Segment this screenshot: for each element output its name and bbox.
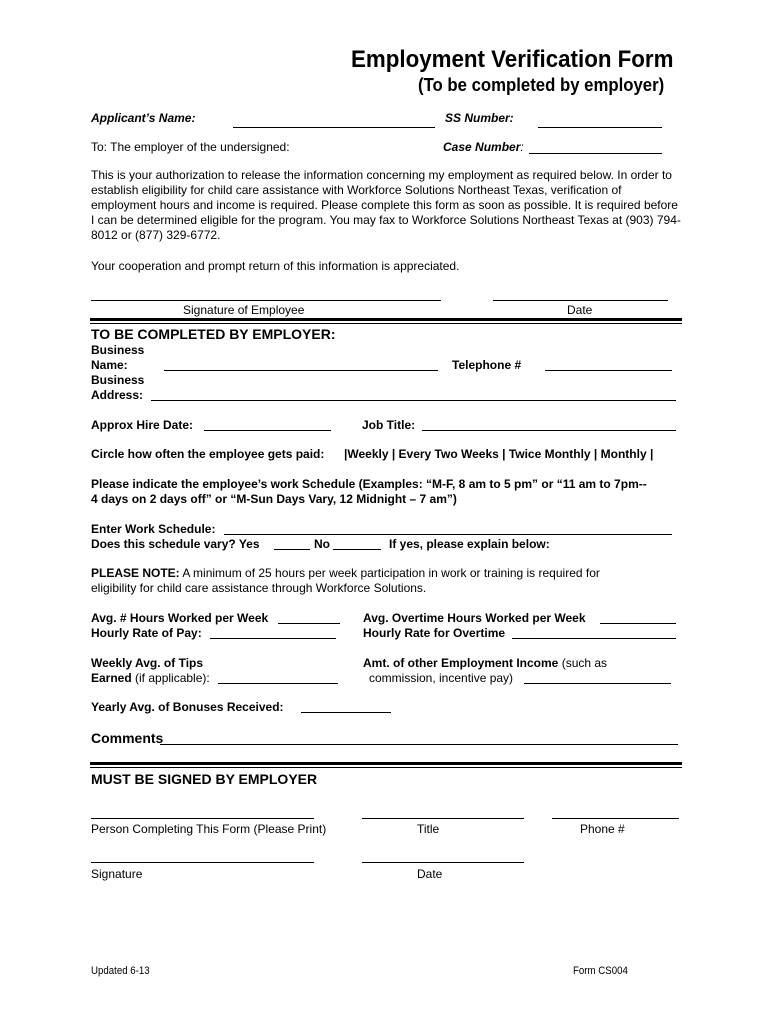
section-divider-bottom-thin bbox=[90, 767, 682, 768]
to-employer-text: To: The employer of the undersigned: bbox=[91, 140, 290, 154]
comments-field[interactable] bbox=[160, 744, 678, 745]
please-note-line2: eligibility for child care assistance through Workforce Solutions. bbox=[91, 581, 427, 595]
employer-section-heading: TO BE COMPLETED BY EMPLOYER: bbox=[91, 326, 336, 342]
hourly-rate-field[interactable] bbox=[210, 638, 336, 639]
employer-date-label: Date bbox=[417, 867, 443, 881]
please-note-line1 bbox=[91, 566, 600, 581]
cooperation-paragraph: Your cooperation and prompt return of this information is appreciated. bbox=[91, 259, 460, 273]
employee-signature-label: Signature of Employee bbox=[183, 303, 305, 317]
authorization-paragraph: This is your authorization to release the information concerning my employment as required below. In order to establish eligibility for child care assistance with Workforce Solutions Northeast Texas, verification of employment hours and income is required. Please complete this form as soon as possible. It is required before I can be determined eligible for the program. You may fax to Workforce Solutions Northeast Texas at (903) 794-8012 or (877) 329-6772. bbox=[91, 168, 681, 242]
employer-date-field[interactable] bbox=[362, 862, 524, 863]
title-label: Title bbox=[417, 822, 440, 836]
other-income-label-line1 bbox=[363, 656, 607, 671]
form-subtitle: (To be completed by employer) bbox=[418, 75, 665, 95]
employee-date-field[interactable] bbox=[493, 300, 668, 301]
business-address-field[interactable] bbox=[151, 400, 676, 401]
case-number-label bbox=[443, 140, 524, 155]
other-income-field[interactable] bbox=[524, 683, 671, 684]
enter-schedule-label: Enter Work Schedule: bbox=[91, 522, 216, 536]
pay-frequency-label: Circle how often the employee gets paid: bbox=[91, 447, 325, 461]
other-income-label-line2: commission, incentive pay) bbox=[369, 671, 514, 685]
business-name-label-2: Name: bbox=[91, 358, 128, 372]
other-income-rest: (such as bbox=[558, 656, 608, 670]
tips-field[interactable] bbox=[218, 683, 338, 684]
case-number-colon: : bbox=[520, 140, 524, 154]
footer-form-number: Form CS004 bbox=[573, 965, 628, 977]
phone-field[interactable] bbox=[552, 818, 679, 819]
pay-frequency-options[interactable]: |Weekly | Every Two Weeks | Twice Monthly | Monthly | bbox=[344, 447, 654, 461]
hourly-overtime-label: Hourly Rate for Overtime bbox=[363, 626, 506, 640]
schedule-vary-no-field[interactable] bbox=[333, 549, 381, 550]
job-title-label: Job Title: bbox=[362, 418, 416, 432]
business-address-label-2: Address: bbox=[91, 388, 144, 402]
case-number-text: Case Number bbox=[443, 140, 521, 154]
hourly-rate-label: Hourly Rate of Pay: bbox=[91, 626, 202, 640]
schedule-instructions-line2: 4 days on 2 days off” or “M-Sun Days Vary, 12 Midnight – 7 am”) bbox=[91, 492, 457, 506]
hire-date-label: Approx Hire Date: bbox=[91, 418, 194, 432]
ss-number-label: SS Number: bbox=[445, 111, 514, 125]
tips-label-line1: Weekly Avg. of Tips bbox=[91, 656, 204, 670]
employer-signoff-heading: MUST BE SIGNED BY EMPLOYER bbox=[91, 771, 318, 787]
avg-hours-label: Avg. # Hours Worked per Week bbox=[91, 611, 269, 625]
employer-signature-field[interactable] bbox=[91, 862, 314, 863]
person-completing-label: Person Completing This Form (Please Print) bbox=[91, 822, 327, 836]
comments-label: Comments bbox=[91, 730, 164, 746]
footer-updated: Updated 6-13 bbox=[91, 965, 150, 977]
phone-label: Phone # bbox=[580, 822, 625, 836]
please-note-text: A minimum of 25 hours per week participation in work or training is required for bbox=[179, 566, 600, 580]
avg-overtime-label: Avg. Overtime Hours Worked per Week bbox=[363, 611, 586, 625]
tips-label-line2 bbox=[91, 671, 210, 686]
case-number-field[interactable] bbox=[529, 153, 662, 154]
business-name-field[interactable] bbox=[164, 370, 438, 371]
bonuses-label: Yearly Avg. of Bonuses Received: bbox=[91, 700, 284, 714]
business-address-label bbox=[91, 373, 144, 403]
person-completing-field[interactable] bbox=[91, 818, 314, 819]
tips-earned-bold: Earned bbox=[91, 671, 132, 685]
please-note-bold: PLEASE NOTE: bbox=[91, 566, 180, 580]
schedule-vary-question: Does this schedule vary? Yes bbox=[91, 537, 260, 551]
bonuses-field[interactable] bbox=[301, 712, 391, 713]
schedule-vary-explain-label: If yes, please explain below: bbox=[389, 537, 550, 551]
telephone-field[interactable] bbox=[545, 370, 672, 371]
applicant-name-label: Applicant’s Name: bbox=[91, 111, 196, 125]
form-title: Employment Verification Form bbox=[351, 46, 674, 73]
avg-overtime-field[interactable] bbox=[600, 623, 676, 624]
schedule-vary-no-label: No bbox=[314, 537, 330, 551]
job-title-field[interactable] bbox=[422, 430, 676, 431]
employee-date-label: Date bbox=[567, 303, 593, 317]
employer-signature-label: Signature bbox=[91, 867, 143, 881]
business-name-label-1: Business bbox=[91, 343, 145, 357]
business-name-label bbox=[91, 343, 144, 373]
schedule-vary-yes-field[interactable] bbox=[274, 549, 310, 550]
tips-earned-rest: (if applicable): bbox=[131, 671, 210, 685]
section-divider-bottom bbox=[90, 762, 682, 765]
work-schedule-field[interactable] bbox=[224, 534, 672, 535]
employee-signature-field[interactable] bbox=[91, 300, 441, 301]
other-income-bold: Amt. of other Employment Income bbox=[363, 656, 559, 670]
title-field[interactable] bbox=[362, 818, 524, 819]
avg-hours-field[interactable] bbox=[278, 623, 340, 624]
section-divider-top-thin bbox=[90, 323, 682, 324]
applicant-name-field[interactable] bbox=[233, 127, 435, 128]
schedule-instructions-line1: Please indicate the employee’s work Schedule (Examples: “M-F, 8 am to 5 pm” or “11 am to 7pm-- bbox=[91, 477, 647, 491]
telephone-label: Telephone # bbox=[452, 358, 522, 372]
ss-number-field[interactable] bbox=[538, 127, 662, 128]
business-address-label-1: Business bbox=[91, 373, 145, 387]
hire-date-field[interactable] bbox=[204, 430, 331, 431]
hourly-overtime-field[interactable] bbox=[512, 638, 676, 639]
section-divider-top bbox=[90, 318, 682, 321]
